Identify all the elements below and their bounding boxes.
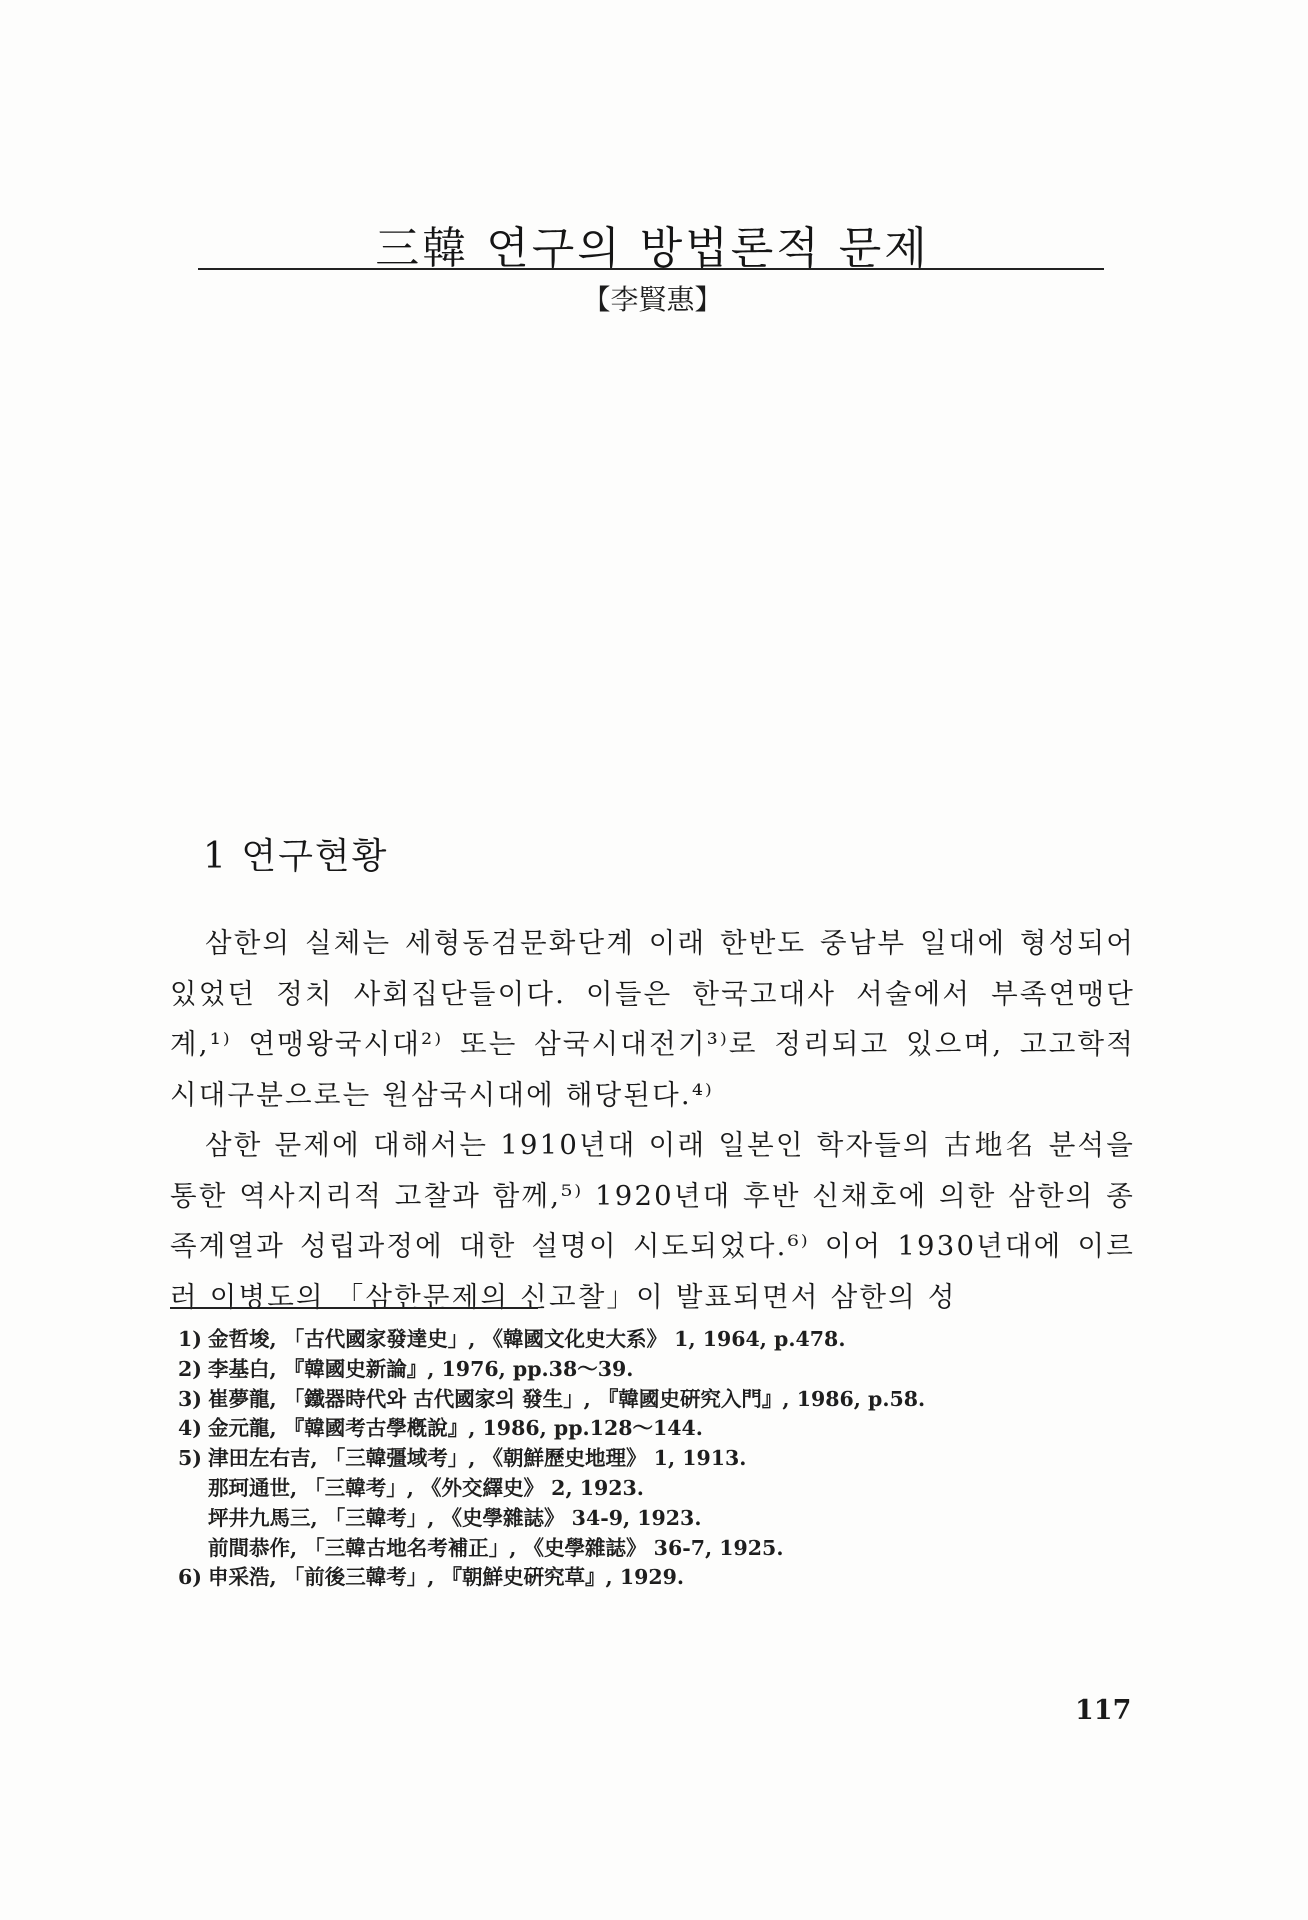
footnote-number: 5) xyxy=(178,1446,202,1471)
paragraph: 삼한 문제에 대해서는 1910년대 이래 일본인 학자들의 古地名 분석을 통한 역사지리적 고찰과 함께,⁵⁾ 1920년대 후반 신채호에 의한 삼한의 종족계열과 성립과정에 대한 설명이 시도되었다.⁶⁾ 이어 1930년대에 이르러 이병도의 「삼한문제의 신고찰」이 발표되면서 삼한의 성 xyxy=(170,1129,1135,1313)
footnote-text: 金哲埈, 「古代國家發達史」, 《韓國文化史大系》 1, 1964, p.478. xyxy=(208,1327,846,1351)
footnote-text: 金元龍, 『韓國考古學槪說』, 1986, pp.128～144. xyxy=(208,1416,703,1441)
footnote-divider xyxy=(170,1307,538,1309)
footnote-number: 2) xyxy=(178,1356,202,1381)
footnote-continuation: 前間恭作, 「三韓古地名考補正」, 《史學雜誌》 36-7, 1925. xyxy=(208,1535,784,1560)
paragraph: 삼한의 실체는 세형동검문화단계 이래 한반도 중남부 일대에 형성되어 있었던 정치 사회집단들이다. 이들은 한국고대사 서술에서 부족연맹단계,¹⁾ 연맹왕국시대²⁾ 또는 삼국시대전기³⁾로 정리되고 있으며, 고고학적 시대구분으로는 원삼국시대에 해당된다.⁴⁾ xyxy=(170,927,1135,1111)
footnote xyxy=(168,1385,1128,1415)
footnote xyxy=(168,1414,1128,1444)
footnote xyxy=(168,1563,1128,1593)
footnote-number: 6) xyxy=(178,1565,202,1590)
page-number: 117 xyxy=(1075,1695,1132,1726)
footnote-text: 崔夢龍, 「鐵器時代와 古代國家의 發生」, 『韓國史硏究入門』, 1986, p.58. xyxy=(208,1386,926,1411)
footnote xyxy=(168,1325,1128,1355)
footnote xyxy=(168,1444,1128,1474)
footnote-continuation: 坪井九馬三, 「三韓考」, 《史學雜誌》 34-9, 1923. xyxy=(208,1505,702,1530)
footnote-number: 1) xyxy=(178,1327,202,1351)
footnote-continuation: 那珂通世, 「三韓考」, 《外交繹史》 2, 1923. xyxy=(208,1475,644,1500)
footnote-number: 3) xyxy=(178,1386,202,1411)
section-heading: 1 연구현황 xyxy=(203,836,389,877)
author-name: 【李賢惠】 xyxy=(582,283,723,316)
footnote-text: 津田左右吉, 「三韓彊域考」, 《朝鮮歷史地理》 1, 1913. xyxy=(208,1446,747,1471)
footnotes xyxy=(168,1325,1128,1593)
body-text xyxy=(170,918,1135,1322)
footnote-text: 申采浩, 「前後三韓考」, 『朝鮮史硏究草』, 1929. xyxy=(208,1565,685,1590)
footnote xyxy=(168,1355,1128,1385)
footnote-number: 4) xyxy=(178,1416,202,1441)
title-divider xyxy=(198,268,1104,270)
page-title: 三韓 연구의 방법론적 문제 xyxy=(375,223,930,274)
footnote-text: 李基白, 『韓國史新論』, 1976, pp.38～39. xyxy=(208,1356,634,1381)
